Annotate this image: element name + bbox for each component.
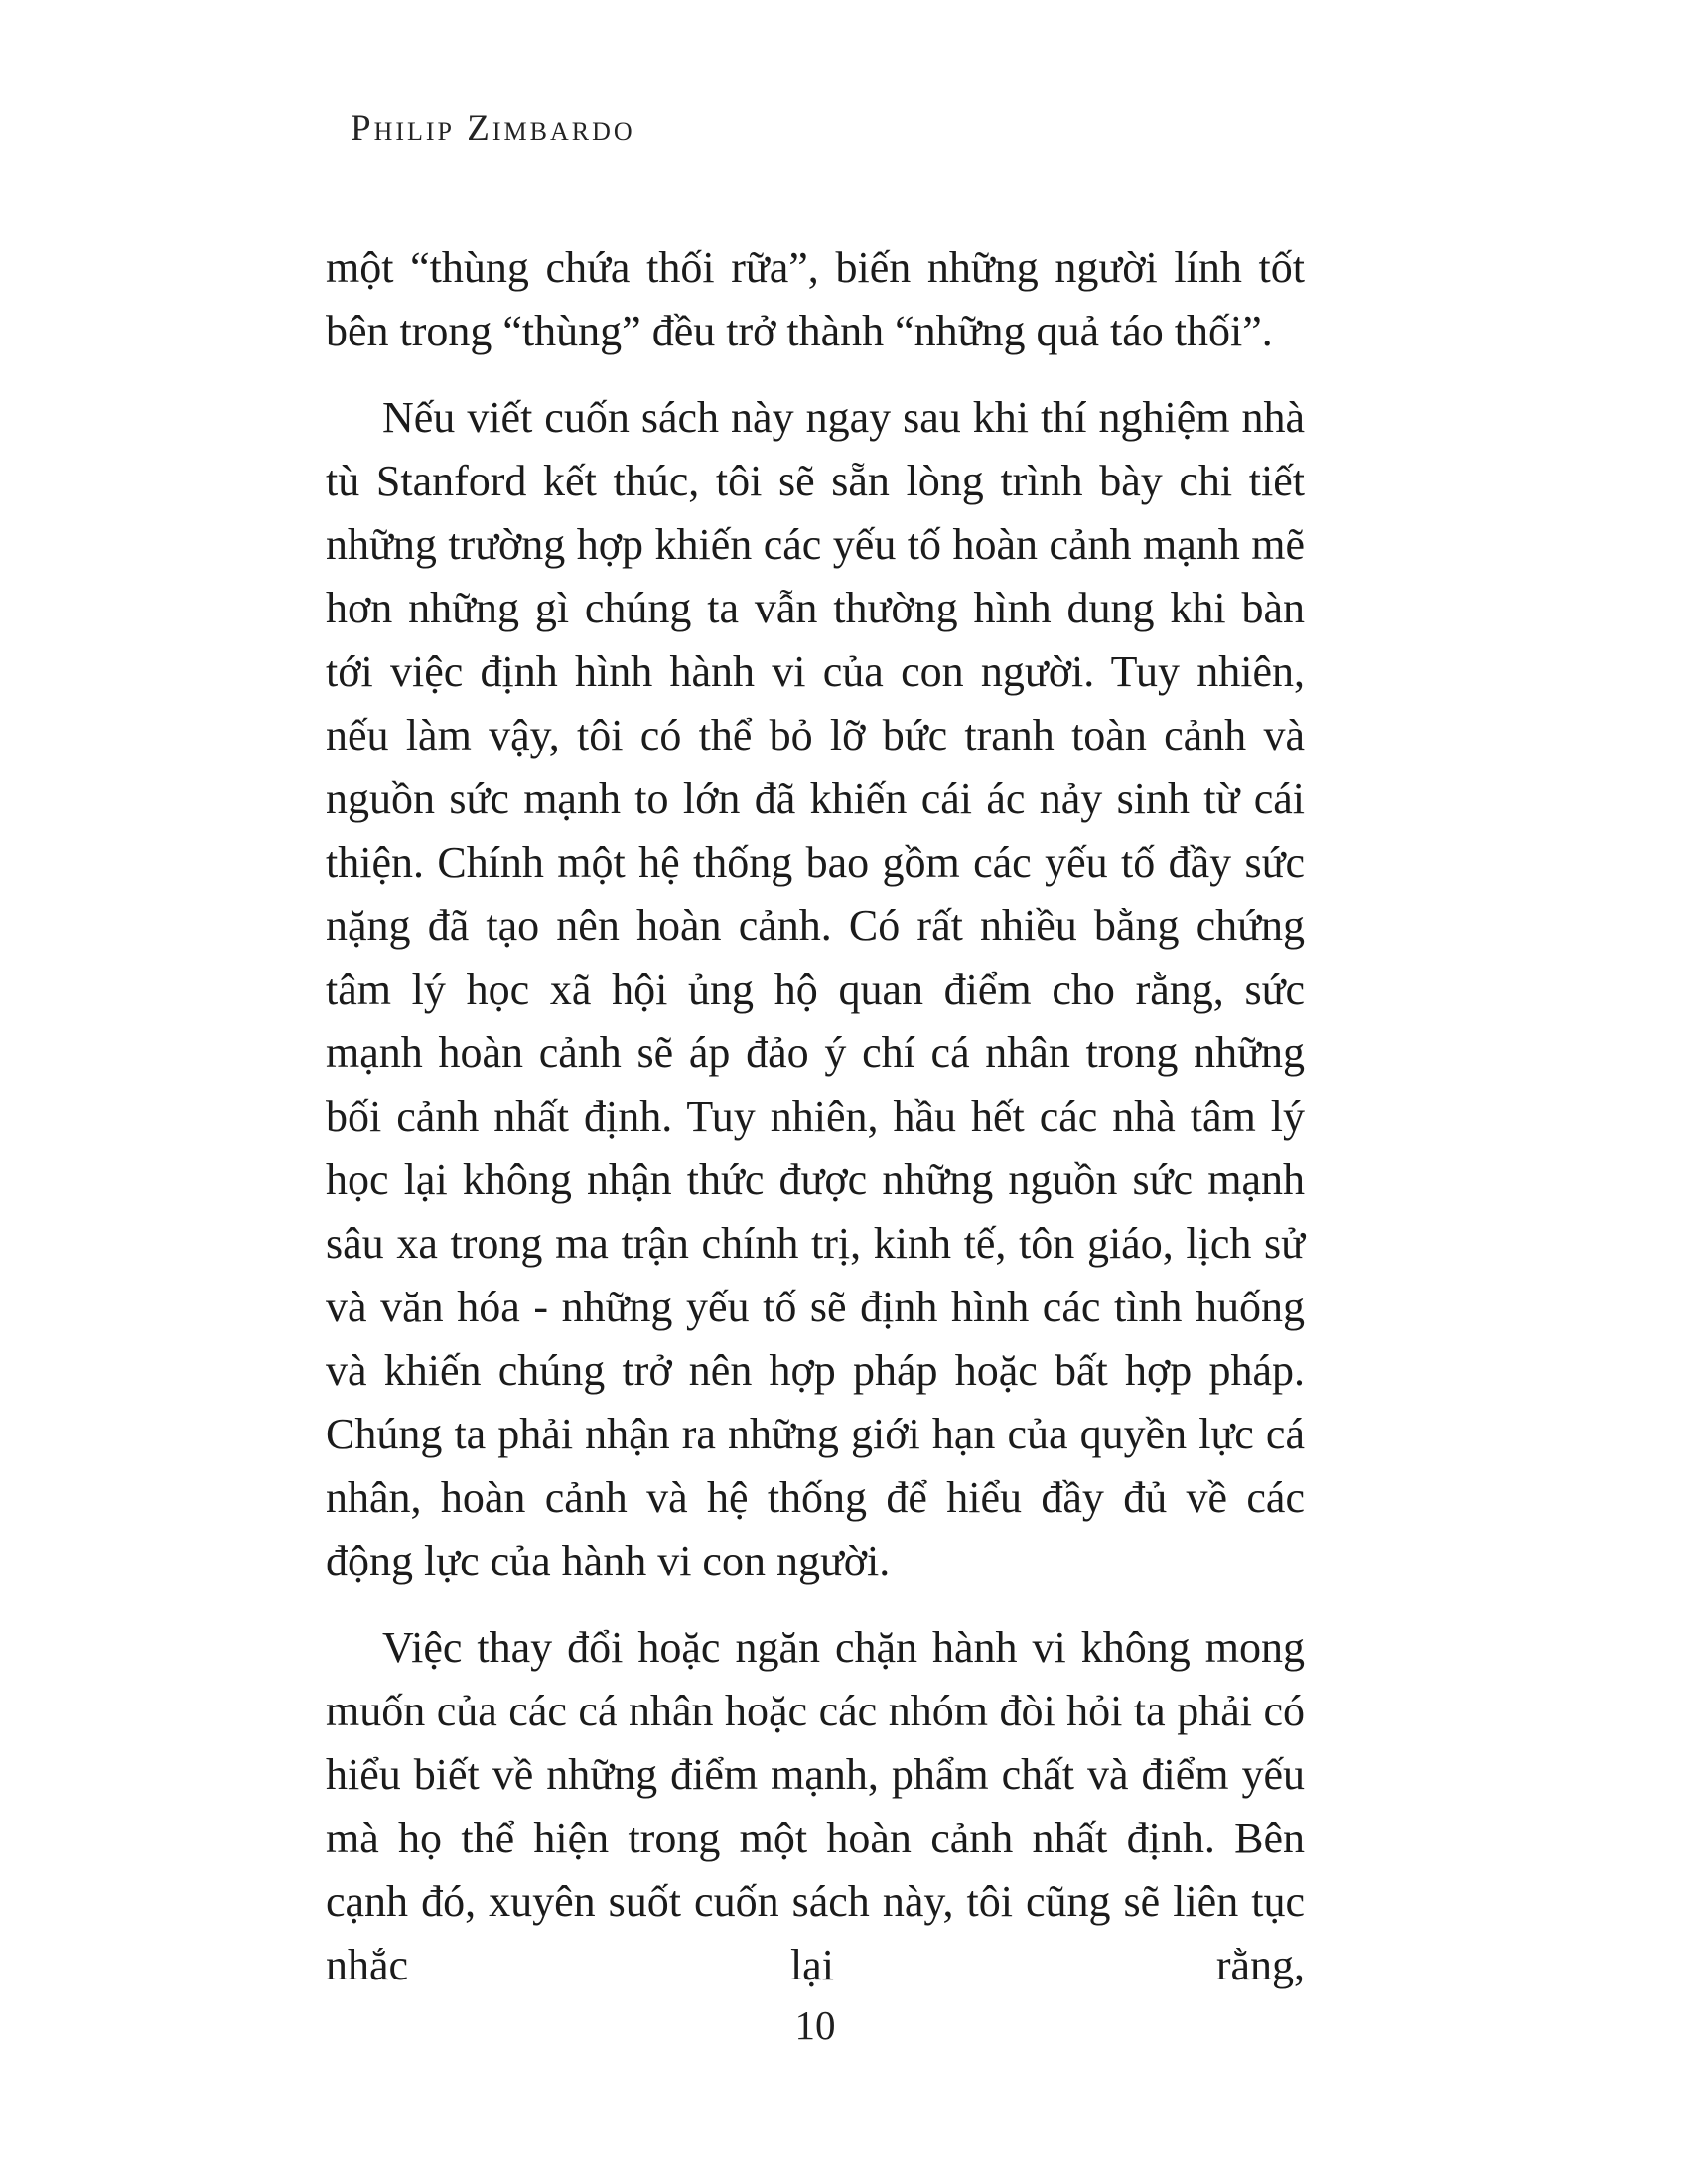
- paragraph: Nếu viết cuốn sách này ngay sau khi thí nghiệm nhà tù Stanford kết thúc, tôi sẽ sẵn lòng trình bày chi tiết những trường hợp khiến các yếu tố hoàn cảnh mạnh mẽ hơn những gì chúng ta vẫn thường hình dung khi bàn tới việc định hình hành vi của con người. Tuy nhiên, nếu làm vậy, tôi có thể bỏ lỡ bức tranh toàn cảnh và nguồn sức mạnh to lớn đã khiến cái ác nảy sinh từ cái thiện. Chính một hệ thống bao gồm các yếu tố đầy sức nặng đã tạo nên hoàn cảnh. Có rất nhiều bằng chứng tâm lý học xã hội ủng hộ quan điểm cho rằng, sức mạnh hoàn cảnh sẽ áp đảo ý chí cá nhân trong những bối cảnh nhất định. Tuy nhiên, hầu hết các nhà tâm lý học lại không nhận thức được những nguồn sức mạnh sâu xa trong ma trận chính trị, kinh tế, tôn giáo, lịch sử và văn hóa - những yếu tố sẽ định hình các tình huống và khiến chúng trở nên hợp pháp hoặc bất hợp pháp. Chúng ta phải nhận ra những giới hạn của quyền lực cá nhân, hoàn cảnh và hệ thống để hiểu đầy đủ về các động lực của hành vi con người.: [326, 393, 1305, 1585]
- page-number: 10: [794, 2002, 836, 2048]
- paragraph-continuation: một “thùng chứa thối rữa”, biến những người lính tốt bên trong “thùng” đều trở thành “những quả táo thối”.: [326, 243, 1305, 355]
- paragraph: Việc thay đổi hoặc ngăn chặn hành vi không mong muốn của các cá nhân hoặc các nhóm đòi hỏi ta phải có hiểu biết về những điểm mạnh, phẩm chất và điểm yếu mà họ thể hiện trong một hoàn cảnh nhất định. Bên cạnh đó, xuyên suốt cuốn sách này, tôi cũng sẽ liên tục nhắc lại rằng,: [326, 1623, 1305, 1989]
- body-text: [326, 236, 1305, 1997]
- running-header: Philip Zimbardo: [351, 108, 635, 149]
